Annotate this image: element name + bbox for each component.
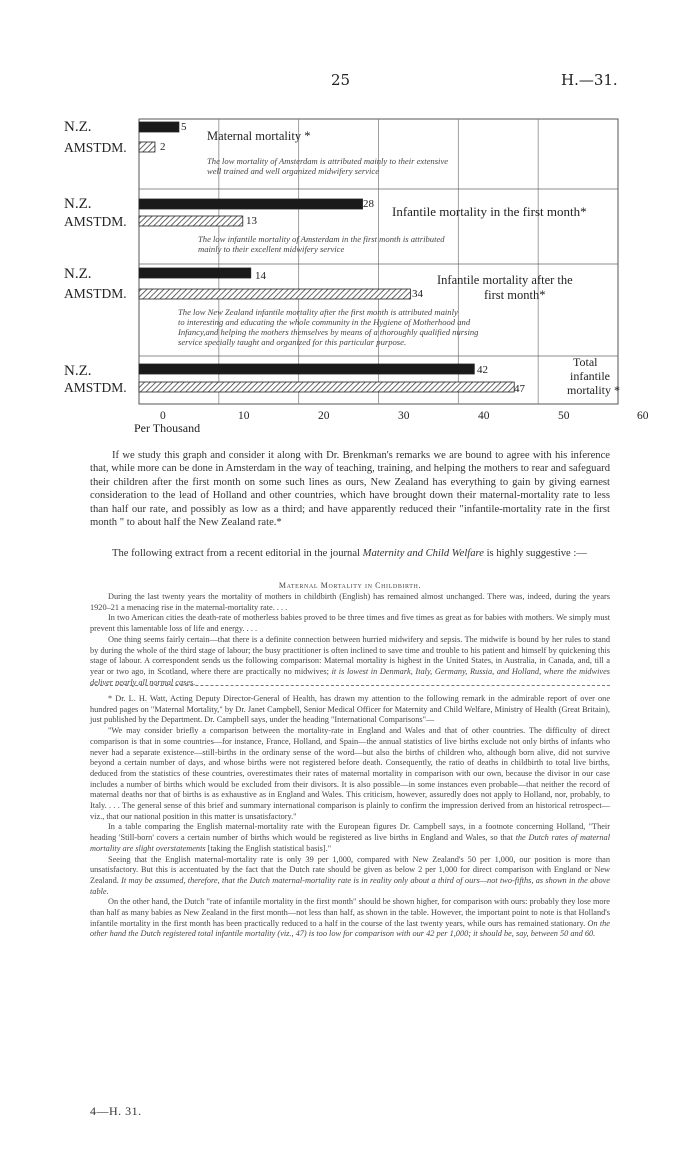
- editorial-italic-text: it is lowest in Denmark, Italy, Germany, Russia, and Holland, where the midwives deliver nearly all normal cases.: [90, 666, 611, 687]
- group-label-after-first-month-2: first month*: [484, 288, 546, 302]
- note-2-line-2: mainly to their excellent midwifery service: [198, 244, 345, 254]
- x-tick-10: 10: [238, 410, 250, 422]
- editorial-text: One thing seems fairly certain—that there is a definite connection between hurried midwifery and sepsis. The midwife is bound by her rules to stand by during the whole of the third stage of labour; the busy practitioner is often inclined to save time and trouble to his patient and himself by quickening this stage of labour. A correspondent sends us the following comparison: Maternal mortality is highest in the United States, in Australia, in Canada, and, till a year or two ago, in Scotland, where there are practically no midwives;: [90, 634, 610, 676]
- value-label-nz-1: 5: [181, 121, 187, 133]
- x-tick-0: 0: [160, 410, 166, 422]
- value-label-nz-2: 28: [363, 198, 374, 210]
- row-label-am-3: AMSTDM.: [64, 286, 127, 301]
- footnote: [90, 694, 610, 940]
- group-label-first-month: Infantile mortality in the first month*: [392, 204, 587, 219]
- x-axis-label: Per Thousand: [134, 421, 201, 435]
- journal-title: Maternity and Child Welfare: [362, 548, 484, 559]
- row-label-am-4: AMSTDM.: [64, 380, 127, 395]
- note-3-line-3: Infancy,and helping the mothers themselves by means of a thoroughly qualified nursing: [178, 327, 479, 337]
- footnote-text: Seeing that the English maternal-mortality rate is only 39 per 1,000, compared with New Zealand's 50 per 1,000, our position is more than unsatisfactory. But this is accentuated by the fact that the Dutch rate should be given as below 2 per 1,000 for direct comparison with England or New Zealand.: [90, 854, 610, 885]
- value-label-nz-3: 14: [255, 270, 266, 282]
- row-label-nz-3: N.Z.: [64, 266, 92, 282]
- editorial-paragraph: [90, 635, 610, 689]
- footnote-paragraph: * Dr. L. H. Watt, Acting Deputy Director-General of Health, has drawn my attention to the following remark in the admirable report of over one hundred pages on "Maternal Mortality," by Dr. Janet Campbell, Senior Medical Officer for Maternity and Child Welfare, Ministry of Health (Great Britain), just published by the Department. Dr. Campbell says, under the heading "International Comparisons"—: [90, 694, 610, 725]
- page-reference: H.—31.: [561, 71, 618, 89]
- value-label-am-1: 2: [160, 141, 166, 153]
- footnote-paragraph: [90, 897, 610, 940]
- group-label-maternal: Maternal mortality *: [207, 129, 311, 143]
- group-label-total-2: infantile: [570, 369, 610, 383]
- bar-nz-2: [139, 199, 363, 209]
- x-tick-40: 40: [478, 410, 490, 422]
- x-tick-30: 30: [398, 410, 410, 422]
- note-1-line-2: well trained and well organized midwifery service: [207, 166, 380, 176]
- footnote-text: [taking the English statistical basis].": [205, 843, 332, 853]
- bar-nz-1: [139, 122, 179, 132]
- footnote-italic-text: It may be assumed, therefore, that the Dutch maternal-mortality rate is in reality only about a third of ours—not two-fifths, as shown in the above table.: [90, 875, 610, 896]
- note-3-line-4: service specially taught and organized for this particular purpose.: [178, 337, 407, 347]
- bar-nz-4: [139, 364, 474, 374]
- row-label-nz-4: N.Z.: [64, 363, 92, 379]
- value-label-am-3: 34: [412, 288, 423, 300]
- bar-amsterdam-3: [139, 289, 410, 299]
- bar-amsterdam-4: [139, 382, 514, 392]
- footnote-paragraph: [90, 855, 610, 898]
- footnote-text: On the other hand, the Dutch "rate of infantile mortality in the first month" should be shown higher, for comparison with ours: probably they lose more than half as many babies as New Zealand in the first month—not less than half, as shown in the table. However, the important point to note is that Holland's infantile mortality in the first month has been practically reduced to a half in the course of the last twenty years, while ours has remained stationary.: [90, 897, 610, 928]
- editorial-paragraph: In two American cities the death-rate of motherless babies proved to be three times and five times as great as for babies with mothers. We simply must prevent this lamentable loss of life and energy. . . .: [90, 613, 610, 634]
- row-label-am-1: AMSTDM.: [64, 140, 127, 155]
- bar-nz-3: [139, 268, 251, 278]
- value-label-am-4: 47: [514, 383, 525, 395]
- x-tick-60: 60: [637, 410, 649, 422]
- group-label-total-1: Total: [573, 355, 598, 369]
- x-tick-20: 20: [318, 410, 330, 422]
- note-1-line-1: The low mortality of Amsterdam is attributed mainly to their extensive: [207, 156, 449, 166]
- footnote-divider: [90, 685, 610, 686]
- page-number: 25: [331, 71, 351, 89]
- group-label-after-first-month-1: Infantile mortality after the: [437, 273, 573, 287]
- footnote-italic-text: the Dutch rates of maternal mortality are slight overstatements: [90, 833, 610, 853]
- bar-amsterdam-2: [139, 216, 243, 226]
- group-label-total-3: mortality *: [567, 383, 620, 397]
- row-label-nz-1: N.Z.: [64, 119, 92, 135]
- bar-amsterdam-1: [139, 142, 155, 152]
- intro-text-a: The following extract from a recent editorial in the journal: [112, 548, 363, 559]
- page-signature: 4—H. 31.: [90, 1104, 142, 1118]
- footnote-text: In a table comparing the English maternal-mortality rate with the European figures Dr. Campbell says, in a footnote concerning Holland, "Their heading 'Still-born' covers a certain number of births which would be registered as live births in England and Wales, so that: [90, 822, 610, 843]
- editorial-extract: [90, 592, 610, 688]
- row-label-nz-2: N.Z.: [64, 196, 92, 212]
- note-2-line-1: The low infantile mortality of Amsterdam in the first month is attributed: [198, 234, 445, 244]
- paragraph-editorial-intro: [90, 547, 610, 560]
- editorial-heading: Maternal Mortality in Childbirth.: [278, 581, 422, 590]
- mortality-bar-chart: [0, 0, 700, 440]
- footnote-italic-text: On the other hand the Dutch registered total infantile mortality (viz., 47) is too low for comparison with our 42 per 1,000; it should be, say, between 50 and 60.: [90, 918, 610, 939]
- value-label-am-2: 13: [246, 215, 257, 227]
- note-3-line-1: The low New Zealand infantile mortality after the first month is attributed mainly: [178, 307, 458, 317]
- value-label-nz-4: 42: [477, 364, 488, 376]
- footnote-paragraph: "We may consider briefly a comparison between the mortality-rate in England and Wales and that of other countries. The difficulty of direct comparison is that in some countries—for instance, France, Holland, and Spain—the annual statistics of live births exclude not only births of infants who never had a separate existence—still-births in the ordinary sense of the word—but also the births of children who, although born alive, did not survive beyond a certain number of days, and whose births were not registered before death. Consequently, the ratio of deaths in childbirth to total live births, deduced from the statistics of these countries, overestimates their rates of maternal mortality in comparison with our own, because the divisor in our case includes a number of births which would be excluded from their divisors. It is also possible—in some instances even probable—that neither the record of maternal deaths nor that of births is as exhaustive as in England and Wales. This criticism, however, assuredly does not apply to Holland, nor, probably, to Italy. . . . The general sense of this brief and summary international comparison is plainly to confirm the impression derived from an historical retrospect—viz., that our national position in this matter is unsatisfactory.": [90, 726, 610, 821]
- row-label-am-2: AMSTDM.: [64, 214, 127, 229]
- x-tick-50: 50: [558, 410, 570, 422]
- intro-text-b: is highly suggestive :—: [483, 548, 587, 559]
- editorial-paragraph: During the last twenty years the mortality of mothers in childbirth (English) has remained almost unchanged. There was, indeed, during the years 1920–21 a menacing rise in the maternal-mortality rate. . . .: [90, 592, 610, 612]
- footnote-paragraph: [90, 822, 610, 854]
- paragraph-graph-discussion: If we study this graph and consider it along with Dr. Brenkman's remarks we are bound to agree with his inference that, while more can be done in Amsterdam in the way of teaching, training, and helping the mothers to rear and safeguard their children after the first month on some such lines as ours, New Zealand has everything to gain by giving earnest consideration to the lead of Holland and other countries, which have brought down their maternal-mortality rate to less than half our rate, and possibly as low as a third; and have apparently reduced their "infantile-mortality rate in the first month " to about half the New Zealand rate.*: [90, 450, 610, 529]
- note-3-line-2: to interesting and educating the whole community in the Hygiene of Motherhood and: [178, 317, 471, 327]
